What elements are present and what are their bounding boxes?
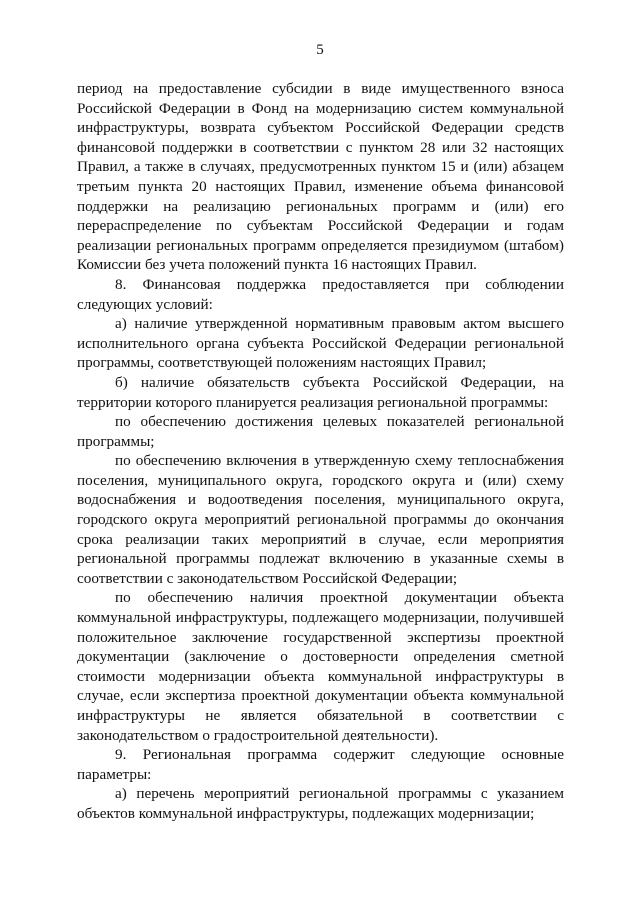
document-body bbox=[77, 79, 564, 824]
paragraph-item-8: 8. Финансовая поддержка предоставляется при соблюдении следующих условий: bbox=[77, 275, 564, 313]
paragraph-item-9: 9. Региональная программа содержит следующие основные параметры: bbox=[77, 746, 564, 783]
paragraph-subitem-a: а) наличие утвержденной нормативным правовым актом высшего исполнительного органа субъекта Российской Федерации региональной программы, соответствующей положениям настоящих Правил; bbox=[77, 315, 564, 372]
paragraph-obligation-schemes: по обеспечению включения в утвержденную схему теплоснабжения поселения, муниципального округа, городского округа и (или) схему водоснабжения и водоотведения поселения, муниципального округа, городского округа мероприятий региональной программы до окончания срока реализации таких мероприятий в случае, если мероприятия региональной программы подлежат включению в указанные схемы в соответствии с законодательством Российской Федерации; bbox=[77, 452, 564, 587]
paragraph-obligation-documentation: по обеспечению наличия проектной документации объекта коммунальной инфраструктуры, подлежащего модернизации, получившей положительное заключение государственной экспертизы проектной документации (заключение о достоверности определения сметной стоимости модернизации объекта коммунальной инфраструктуры в случае, если экспертиза проектной документации объекта коммунальной инфраструктуры не является обязательной в соответствии с законодательством о градостроительной деятельности). bbox=[77, 589, 564, 744]
paragraph-continuation: период на предоставление субсидии в виде имущественного взноса Российской Федерации в Фонд на модернизацию систем коммунальной инфраструктуры, возврата субъектом Российской Федерации средств финансовой поддержки в соответствии с пунктом 28 или 32 настоящих Правил, а также в случаях, предусмотренных пунктом 15 и (или) абзацем третьим пункта 20 настоящих Правил, изменение объема финансовой поддержки на реализацию региональных программ и (или) его перераспределение по субъектам Российской Федерации и годам реализации региональных программ определяется президиумом (штабом) Комиссии без учета положений пункта 16 настоящих Правил. bbox=[77, 80, 564, 274]
paragraph-subitem-b: б) наличие обязательств субъекта Российской Федерации, на территории которого планируется реализация региональной программы: bbox=[77, 373, 564, 411]
paragraph-item-9-subitem-a: а) перечень мероприятий региональной программы с указанием объектов коммунальной инфраструктуры, подлежащих модернизации; bbox=[77, 785, 564, 822]
paragraph-obligation-targets: по обеспечению достижения целевых показателей региональной программы; bbox=[77, 413, 564, 450]
page-number: 5 bbox=[316, 42, 324, 58]
